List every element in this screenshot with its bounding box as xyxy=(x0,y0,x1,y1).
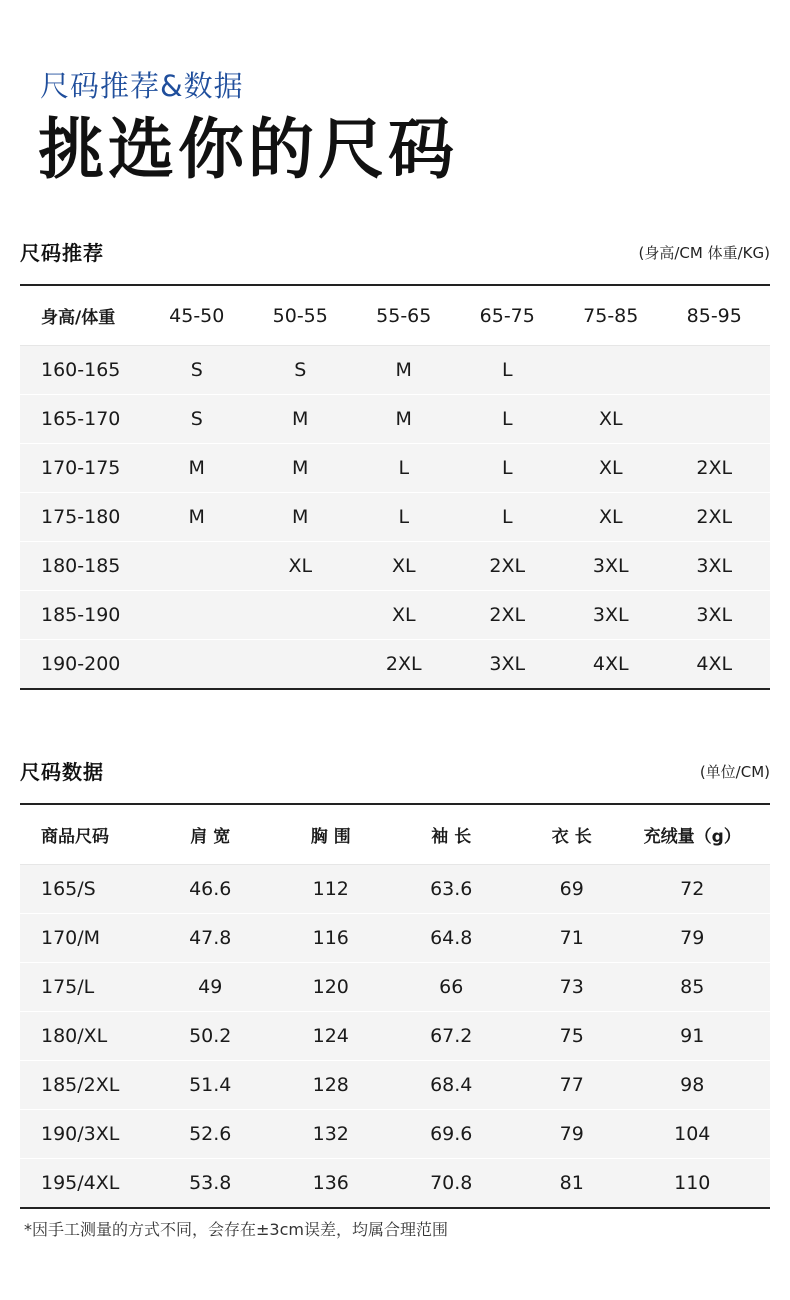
table-cell: 69 xyxy=(559,878,584,900)
table-cell: 75 xyxy=(559,1025,584,1047)
table-cell: 69.6 xyxy=(430,1123,473,1145)
table-cell: 132 xyxy=(312,1123,349,1145)
table-cell: M xyxy=(292,506,309,528)
table-cell: 67.2 xyxy=(430,1025,473,1047)
recommend-unit-label: (身高/CM 体重/KG) xyxy=(638,244,770,262)
column-header: 肩 宽 xyxy=(190,827,231,847)
column-header: 85-95 xyxy=(686,304,742,327)
recommendation-row xyxy=(20,444,770,493)
row-label-cell: 185/2XL xyxy=(41,1074,120,1096)
column-header: 55-65 xyxy=(376,304,432,327)
column-header: 充绒量（g） xyxy=(643,827,741,847)
size-recommendation-table xyxy=(20,284,770,690)
recommendation-row xyxy=(20,542,770,591)
column-header: 胸 围 xyxy=(310,827,351,847)
table-cell: M xyxy=(292,408,309,430)
table-cell: 124 xyxy=(312,1025,349,1047)
table-cell: M xyxy=(188,457,205,479)
table-cell: XL xyxy=(391,555,416,577)
table-cell: 46.6 xyxy=(189,878,232,900)
row-label-cell: 185-190 xyxy=(41,604,121,626)
table-cell: 3XL xyxy=(696,604,733,626)
recommendation-row xyxy=(20,493,770,542)
table-cell: 47.8 xyxy=(189,927,232,949)
row-label-cell: 190/3XL xyxy=(41,1123,120,1145)
table-cell: 3XL xyxy=(696,555,733,577)
table-cell: L xyxy=(398,457,410,479)
row-label-cell: 180-185 xyxy=(41,555,121,577)
table-cell: XL xyxy=(288,555,313,577)
table-cell: 98 xyxy=(680,1074,705,1096)
table-cell: XL xyxy=(598,506,623,528)
column-header: 75-85 xyxy=(583,304,639,327)
recommendation-row xyxy=(20,395,770,444)
table-cell: 110 xyxy=(674,1172,711,1194)
table-cell: 2XL xyxy=(385,653,422,675)
table-header-row xyxy=(20,286,770,346)
table-cell: 50.2 xyxy=(189,1025,232,1047)
table-cell: 136 xyxy=(312,1172,349,1194)
table-cell: 104 xyxy=(674,1123,711,1145)
page-subtitle: 尺码推荐&数据 xyxy=(40,69,244,103)
table-cell: XL xyxy=(391,604,416,626)
column-header: 50-55 xyxy=(272,304,328,327)
table-cell: 72 xyxy=(680,878,705,900)
column-header: 65-75 xyxy=(479,304,535,327)
table-cell: 73 xyxy=(559,976,584,998)
size-data-unit-label: (单位/CM) xyxy=(699,763,770,781)
table-cell: 3XL xyxy=(592,604,629,626)
table-cell: 71 xyxy=(559,927,584,949)
table-cell: 91 xyxy=(680,1025,705,1047)
table-cell: M xyxy=(292,457,309,479)
table-cell: L xyxy=(501,408,513,430)
table-cell: 4XL xyxy=(592,653,629,675)
table-cell: 63.6 xyxy=(430,878,473,900)
table-cell: M xyxy=(188,506,205,528)
size-data-row xyxy=(20,1110,770,1159)
row-label-cell: 165/S xyxy=(41,878,96,900)
table-cell: 2XL xyxy=(489,604,526,626)
column-header: 身高/体重 xyxy=(41,308,116,328)
table-cell: 3XL xyxy=(592,555,629,577)
size-data-table xyxy=(20,803,770,1209)
table-cell: M xyxy=(395,408,412,430)
recommendation-row xyxy=(20,346,770,395)
row-label-cell: 160-165 xyxy=(41,359,121,381)
size-data-row xyxy=(20,1061,770,1110)
table-cell: L xyxy=(501,506,513,528)
size-data-row xyxy=(20,963,770,1012)
table-cell: 2XL xyxy=(696,457,733,479)
table-cell: 52.6 xyxy=(189,1123,232,1145)
table-header-row xyxy=(20,805,770,865)
recommendation-row xyxy=(20,640,770,688)
row-label-cell: 195/4XL xyxy=(41,1172,120,1194)
table-cell: S xyxy=(190,359,203,381)
row-label-cell: 170/M xyxy=(41,927,101,949)
table-cell: L xyxy=(398,506,410,528)
table-cell: 2XL xyxy=(489,555,526,577)
recommend-section-header xyxy=(20,236,770,270)
size-data-section-header xyxy=(20,755,770,789)
table-cell: 68.4 xyxy=(430,1074,473,1096)
table-cell: 120 xyxy=(312,976,349,998)
table-cell: 112 xyxy=(312,878,349,900)
table-cell: 85 xyxy=(680,976,705,998)
row-label-cell: 170-175 xyxy=(41,457,121,479)
page-title: 挑选你的尺码 xyxy=(38,111,458,188)
column-header: 商品尺码 xyxy=(41,827,109,847)
recommendation-row xyxy=(20,591,770,640)
table-cell: 116 xyxy=(312,927,349,949)
size-data-row xyxy=(20,914,770,963)
table-cell: L xyxy=(501,359,513,381)
size-data-row xyxy=(20,1159,770,1207)
table-cell: 66 xyxy=(439,976,464,998)
table-cell: 81 xyxy=(559,1172,584,1194)
table-cell: 79 xyxy=(680,927,705,949)
table-cell: XL xyxy=(598,408,623,430)
row-label-cell: 175-180 xyxy=(41,506,121,528)
table-cell: 79 xyxy=(559,1123,584,1145)
table-cell: XL xyxy=(598,457,623,479)
row-label-cell: 180/XL xyxy=(41,1025,108,1047)
column-header: 袖 长 xyxy=(431,827,472,847)
table-cell: 128 xyxy=(312,1074,349,1096)
column-header: 衣 长 xyxy=(551,827,592,847)
size-data-section-title: 尺码数据 xyxy=(20,760,104,784)
table-cell: 77 xyxy=(559,1074,584,1096)
table-cell: 70.8 xyxy=(430,1172,473,1194)
measurement-footnote: *因手工测量的方式不同，会存在±3cm误差，均属合理范围 xyxy=(24,1220,448,1239)
table-cell: 2XL xyxy=(696,506,733,528)
table-cell: S xyxy=(190,408,203,430)
table-cell: 64.8 xyxy=(430,927,473,949)
table-cell: S xyxy=(294,359,307,381)
table-cell: M xyxy=(395,359,412,381)
table-cell: 49 xyxy=(198,976,223,998)
table-cell: 3XL xyxy=(489,653,526,675)
table-cell: 53.8 xyxy=(189,1172,232,1194)
recommend-section-title: 尺码推荐 xyxy=(20,241,104,265)
column-header: 45-50 xyxy=(169,304,225,327)
table-cell: L xyxy=(501,457,513,479)
size-data-row xyxy=(20,1012,770,1061)
row-label-cell: 190-200 xyxy=(41,653,121,675)
row-label-cell: 165-170 xyxy=(41,408,121,430)
size-data-row xyxy=(20,865,770,914)
row-label-cell: 175/L xyxy=(41,976,95,998)
table-cell: 51.4 xyxy=(189,1074,232,1096)
table-cell: 4XL xyxy=(696,653,733,675)
